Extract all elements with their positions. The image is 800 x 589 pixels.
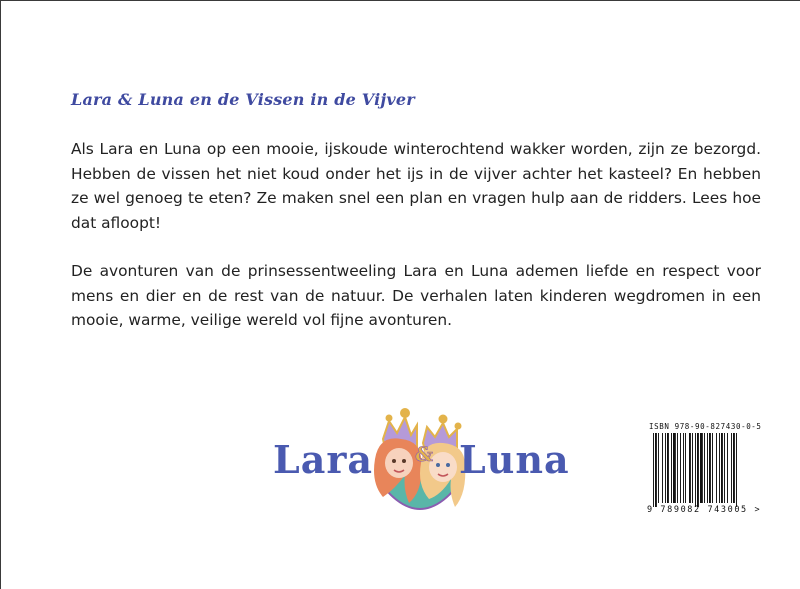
barcode-bar — [658, 433, 659, 503]
barcode-bar — [731, 433, 732, 503]
isbn-barcode — [647, 422, 767, 522]
girl-right-face — [429, 452, 457, 482]
barcode-bar — [677, 433, 678, 503]
barcode-bar — [665, 433, 666, 503]
synopsis-paragraph: Als Lara en Luna op een mooie, ijskoude winterochtend wakker worden, zijn ze bezorgd. Hebben de vissen het niet koud onder het ijs in de vijver achter het kasteel? En hebben ze wel genoeg te eten? Ze maken snel een plan en vragen hulp aan de ridders. Lees hoe dat afloopt! — [71, 140, 761, 232]
barcode-bar — [724, 433, 725, 503]
barcode-bar — [721, 433, 723, 503]
isbn-label: ISBN 978-90-827430-0-5 — [649, 422, 762, 431]
lara-luna-logo — [269, 399, 569, 529]
barcode-bar — [683, 433, 684, 503]
barcode-bar — [653, 433, 654, 507]
barcode-bar — [680, 433, 681, 503]
logo-word-luna: Luna — [459, 437, 570, 482]
barcode-bar — [697, 433, 699, 507]
barcode-bar — [704, 433, 705, 503]
barcode-bar — [719, 433, 720, 503]
barcode-bar — [671, 433, 672, 503]
barcode-bar — [733, 433, 735, 503]
barcode-bar — [716, 433, 717, 503]
barcode-bar — [700, 433, 703, 503]
barcode-bar — [736, 433, 737, 507]
logo-ampersand: & — [415, 442, 434, 466]
barcode-bar — [689, 433, 691, 503]
series-description-paragraph: De avonturen van de prinsessentweeling Lara en Luna ademen liefde en respect voor mens en dier en de rest van de natuur. De verhalen laten kinderen wegdromen in een mooie, warme, veilige wereld vol fijne avonturen. — [71, 262, 761, 329]
barcode-bar — [709, 433, 711, 503]
barcode-bar — [673, 433, 676, 503]
barcode-bar — [712, 433, 713, 503]
barcode-bar — [685, 433, 686, 503]
book-title: Lara & Luna en de Vissen in de Vijver — [71, 90, 415, 109]
barcode-bars — [647, 433, 767, 507]
barcode-bar — [727, 433, 728, 503]
barcode-bar — [662, 433, 663, 503]
girl-left-face — [385, 448, 413, 478]
logo-word-lara: Lara — [273, 437, 373, 482]
barcode-bar — [695, 433, 696, 507]
barcode-bar — [692, 433, 693, 503]
barcode-bar — [667, 433, 669, 503]
barcode-bar — [707, 433, 708, 503]
barcode-digits: 9 789082 743005 > — [647, 505, 762, 515]
barcode-bar — [655, 433, 657, 507]
